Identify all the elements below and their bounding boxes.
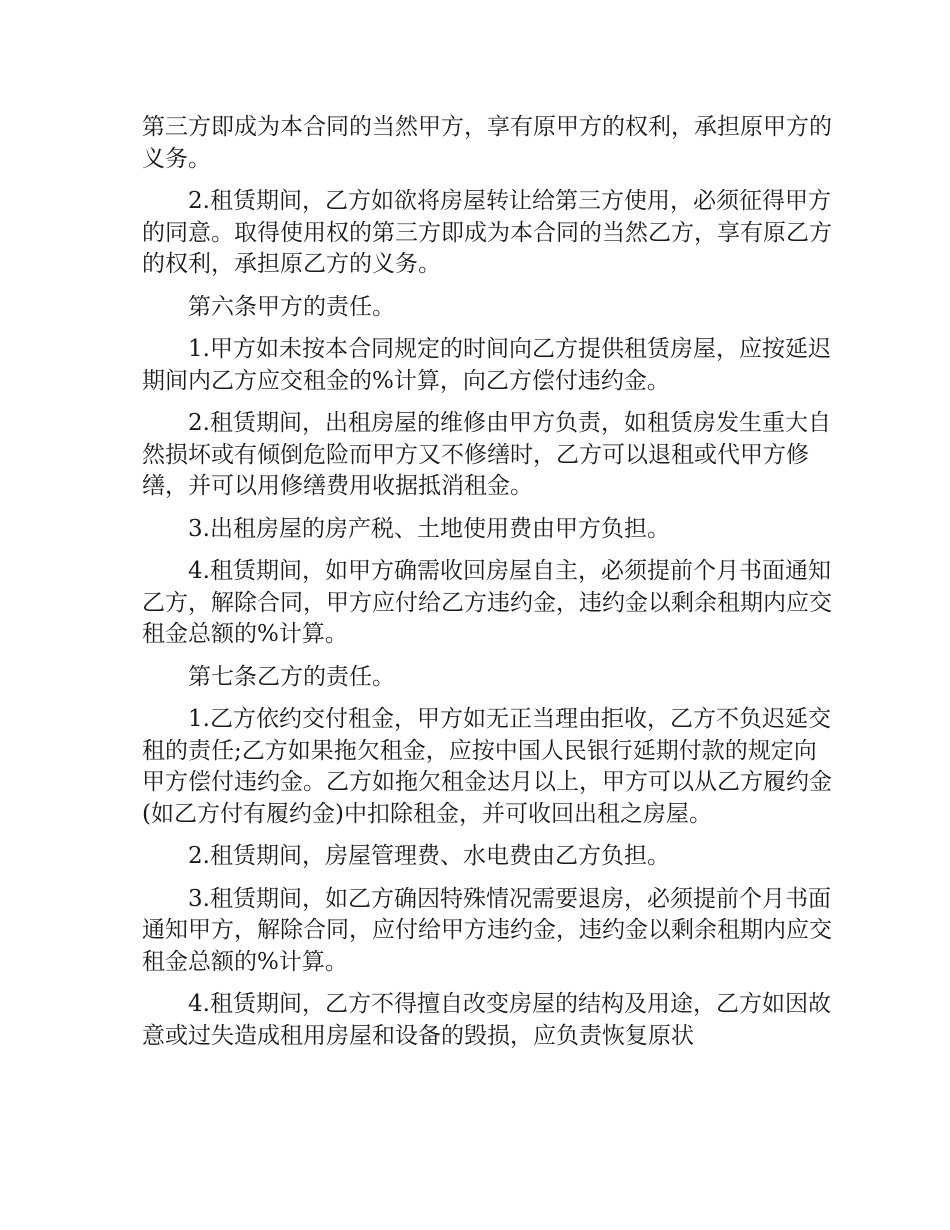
paragraph-clause-6-2: 2.租赁期间，出租房屋的维修由甲方负责，如租赁房发生重大自然损坏或有倾倒危险而甲方又不修缮时，乙方可以退租或代甲方修缮，并可以用修缮费用收据抵消租金。: [142, 410, 831, 499]
paragraph-clause-6-3: 3.出租房屋的房产税、土地使用费由甲方负担。: [188, 515, 670, 542]
document-body: [142, 112, 832, 1063]
paragraph-clause-7-4: 4.租赁期间，乙方不得擅自改变房屋的结构及用途，乙方如因故意或过失造成租用房屋和设备的毁损，应负责恢复原状: [142, 991, 831, 1049]
section-heading-article-7: 第七条乙方的责任。: [188, 663, 395, 690]
paragraph-clause-7-2: 2.租赁期间，房屋管理费、水电费由乙方负担。: [188, 843, 670, 869]
section-heading-article-6: 第六条甲方的责任。: [188, 293, 395, 320]
paragraph-continuation: 第三方即成为本合同的当然甲方，享有原甲方的权利，承担原甲方的义务。: [142, 114, 832, 172]
paragraph-clause-7-3: 3.租赁期间，如乙方确因特殊情况需要退房，必须提前个月书面通知甲方，解除合同，应付给甲方违约金，违约金以剩余租期内应交租金总额的%计算。: [142, 885, 832, 975]
paragraph-clause-5-2: 2.租赁期间，乙方如欲将房屋转让给第三方使用，必须征得甲方的同意。取得使用权的第三方即成为本合同的当然乙方，享有原乙方的权利，承担原乙方的义务。: [142, 188, 832, 277]
paragraph-clause-7-1: 1.乙方依约交付租金，甲方如无正当理由拒收，乙方不负迟延交租的责任;乙方如果拖欠租金，应按中国人民银行延期付款的规定向甲方偿付违约金。乙方如拖欠租金达月以上，甲方可以从乙方履约金(如乙方付有履约金)中扣除租金，并可收回出租之房屋。: [142, 706, 832, 827]
paragraph-clause-6-1: 1.甲方如未按本合同规定的时间向乙方提供租赁房屋，应按延迟期间内乙方应交租金的%计算，向乙方偿付违约金。: [142, 336, 831, 394]
paragraph-clause-6-4: 4.租赁期间，如甲方确需收回房屋自主，必须提前个月书面通知乙方，解除合同，甲方应付给乙方违约金，违约金以剩余租期内应交租金总额的%计算。: [142, 558, 832, 647]
